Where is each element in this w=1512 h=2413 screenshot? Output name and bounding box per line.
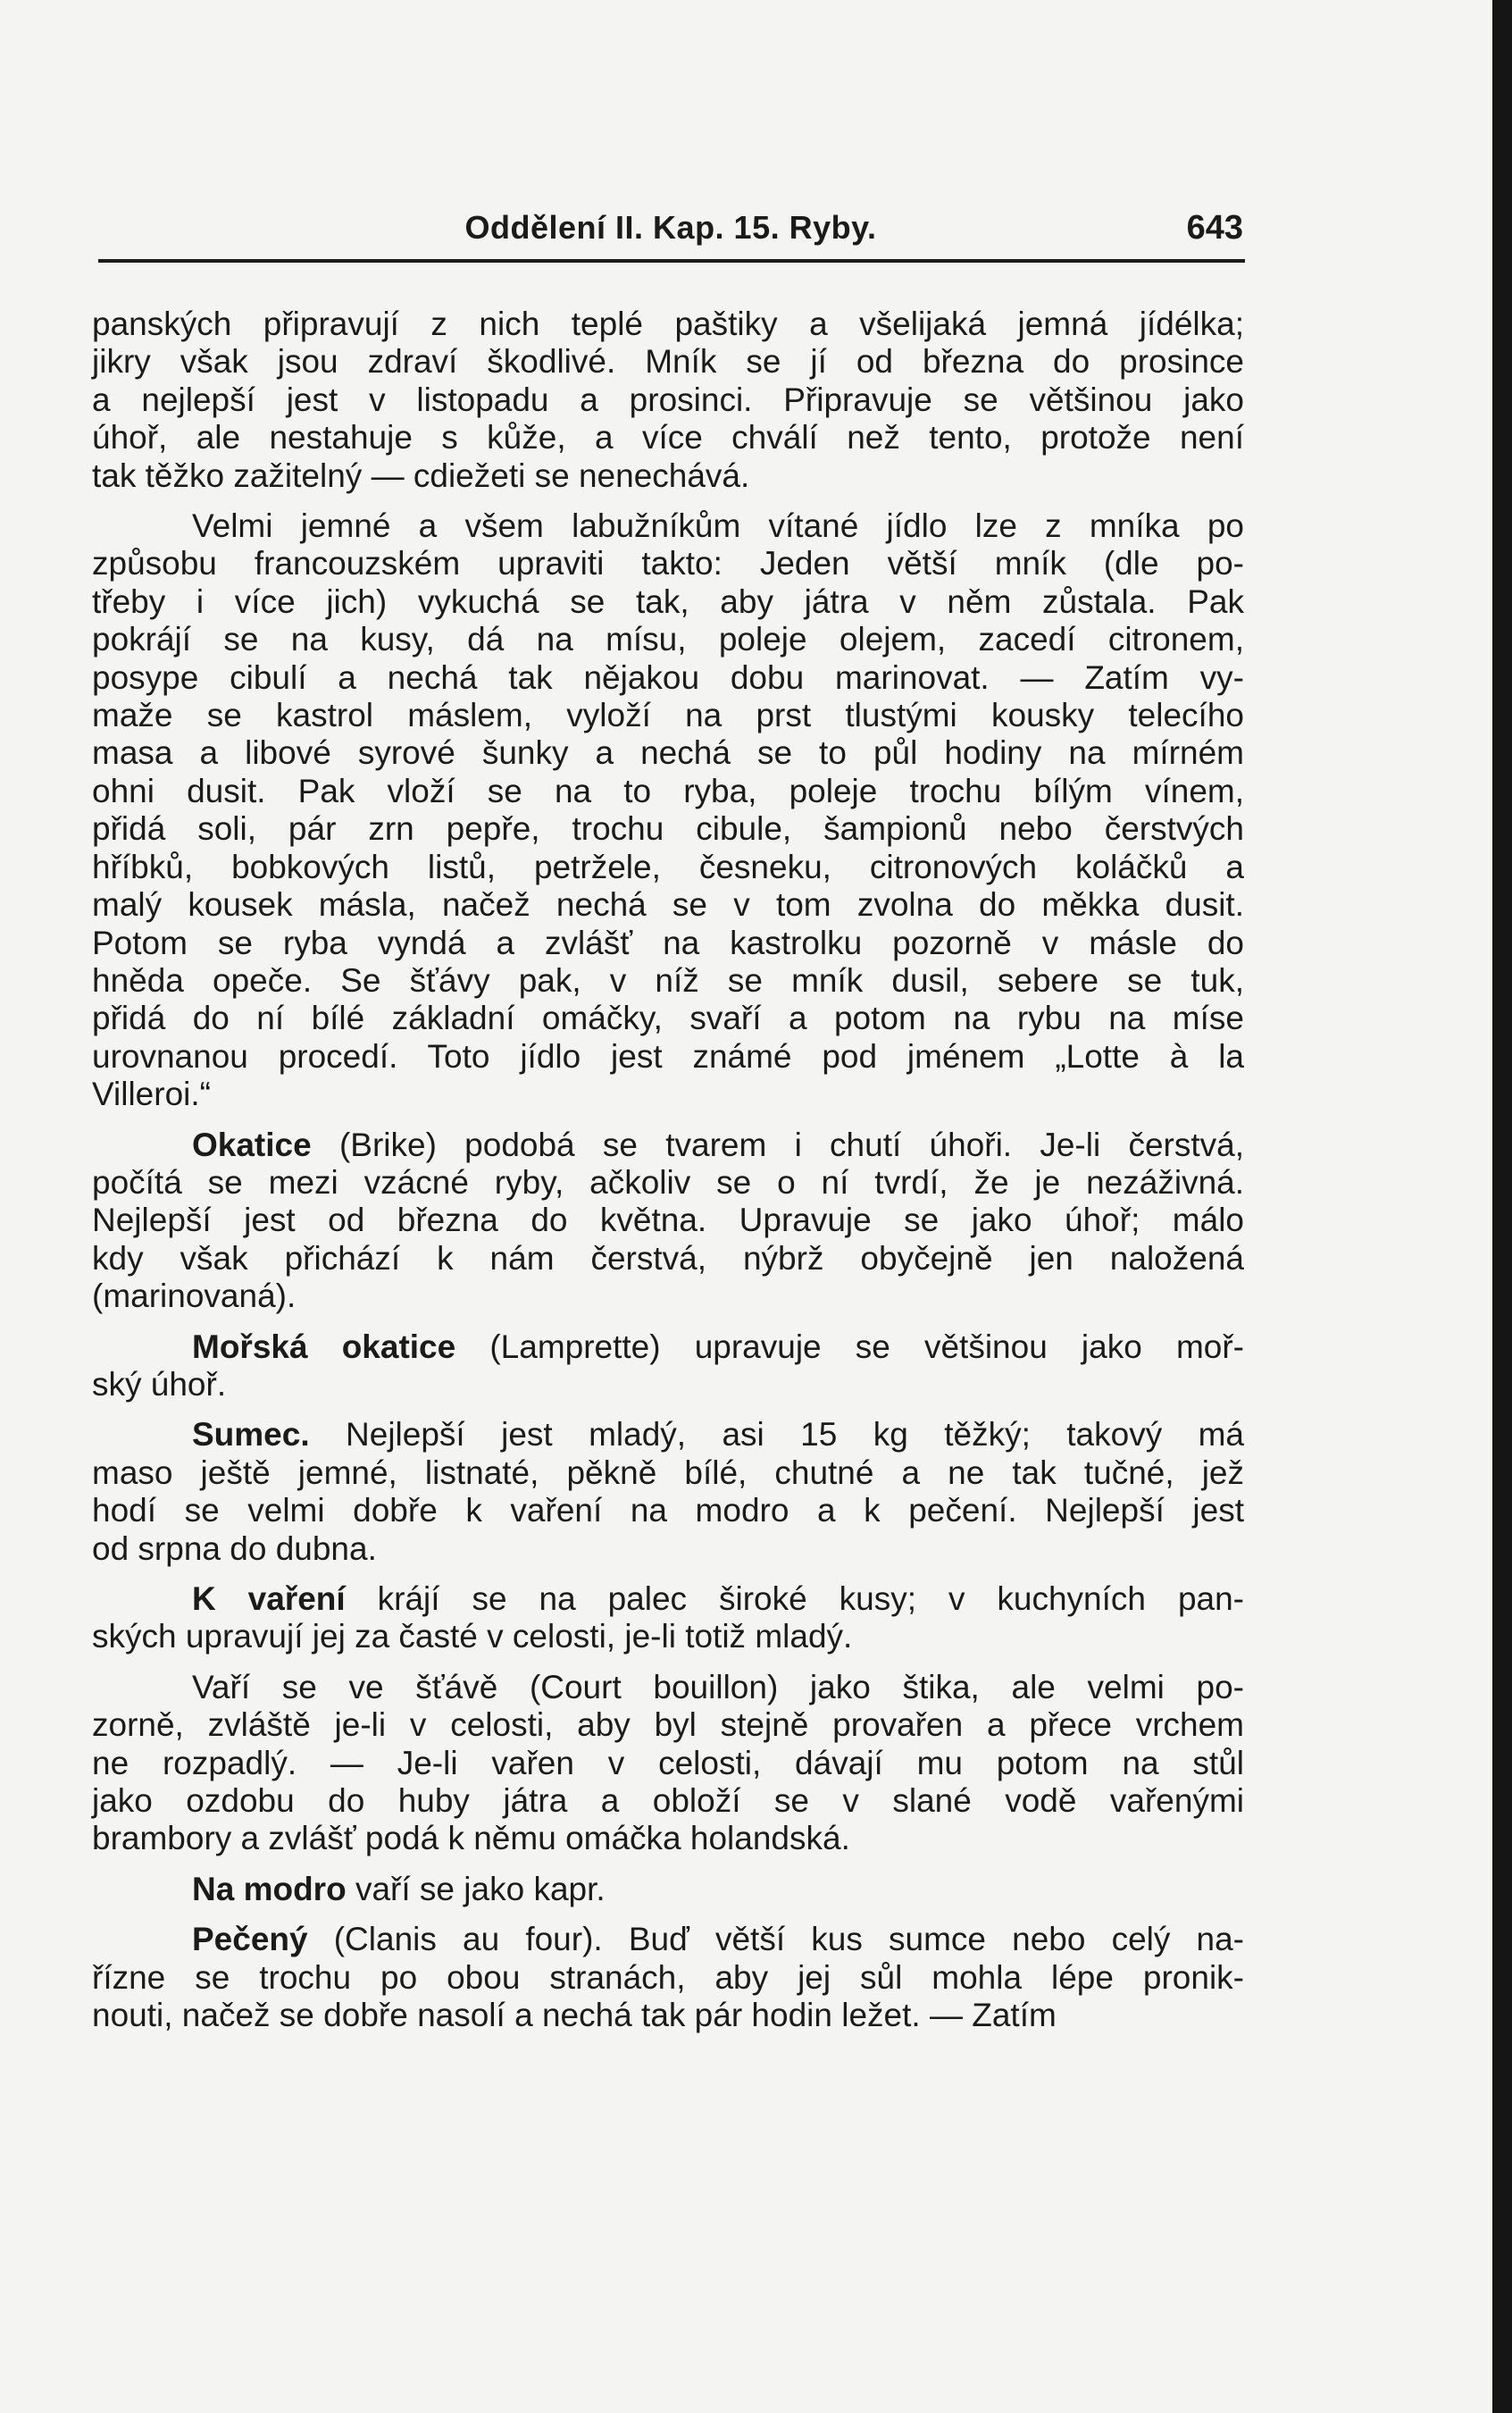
text-line: jako ozdobu do huby játra a obloží se v slané vodě vařenými bbox=[92, 1782, 1244, 1820]
text-line: (marinovaná). bbox=[92, 1278, 297, 1315]
entry-term: K vaření bbox=[192, 1580, 346, 1617]
text-line: Velmi jemné a všem labužníkům vítané jídlo lze z mníka po bbox=[192, 507, 1244, 545]
text-line: brambory a zvlášť podá k němu omáčka holandská. bbox=[92, 1820, 850, 1857]
text-line: Vaří se ve šťávě (Court bouillon) jako štika, ale velmi po- bbox=[192, 1668, 1244, 1705]
text-line: Villeroi.“ bbox=[92, 1076, 211, 1113]
entry-text: (Clanis au four). Buď větší kus sumce nebo celý na- bbox=[307, 1921, 1244, 1958]
entry-term: Pečený bbox=[192, 1921, 308, 1958]
paragraph-p4 bbox=[92, 1328, 1244, 1404]
text-line: urovnanou procedí. Toto jídlo jest známé pod jménem „Lotte à la bbox=[92, 1037, 1244, 1075]
text-line: řízne se trochu po obou stranách, aby jej sůl mohla lépe pronik- bbox=[92, 1958, 1244, 1996]
paragraph-p3 bbox=[92, 1127, 1244, 1316]
entry-text: (Lamprette) upravuje se většinou jako moř- bbox=[455, 1328, 1244, 1365]
entry-text: Nejlepší jest mladý, asi 15 kg těžký; takový má bbox=[309, 1416, 1244, 1454]
text-line: způsobu francouzském upraviti takto: Jeden větší mník (dle po- bbox=[92, 545, 1244, 582]
text-line: a nejlepší jest v listopadu a prosinci. Připravuje se většinou jako bbox=[92, 381, 1244, 418]
text-line: posype cibulí a nechá tak nějakou dobu marinovat. — Zatím vy- bbox=[92, 658, 1244, 696]
text-line: od srpna do dubna. bbox=[92, 1529, 377, 1567]
text-line: kdy však přichází k nám čerstvá, nýbrž obyčejně jen naložená bbox=[92, 1239, 1244, 1277]
text-line: počítá se mezi vzácné ryby, ačkoliv se o ní tvrdí, že je nezáživná. bbox=[92, 1163, 1244, 1201]
page-number: 643 bbox=[1186, 209, 1243, 247]
text-line: hříbků, bobkových listů, petržele, česneku, citronových koláčků a bbox=[92, 848, 1244, 885]
text-line: zorně, zvláště je-li v celosti, aby byl stejně provařen a přece vrchem bbox=[92, 1706, 1244, 1744]
text-line: Nejlepší jest od března do května. Upravuje se jako úhoř; málo bbox=[92, 1202, 1244, 1239]
text-line bbox=[92, 1127, 1244, 1164]
body-text bbox=[92, 306, 1244, 2034]
paragraph-p5 bbox=[92, 1416, 1244, 1568]
paragraph-p9 bbox=[92, 1921, 1244, 2034]
paragraph-p2 bbox=[92, 507, 1244, 1114]
text-line: pokrájí se na kusy, dá na mísu, poleje olejem, zacedí citronem, bbox=[92, 621, 1244, 658]
running-header bbox=[98, 209, 1243, 257]
paragraph-p1 bbox=[92, 306, 1244, 495]
text-line bbox=[92, 1328, 1244, 1366]
text-line: Potom se ryba vyndá a zvlášť na kastrolku pozorně v másle do bbox=[92, 924, 1244, 961]
text-line: nouti, načež se dobře nasolí a nechá tak pár hodin ležet. — Zatím bbox=[92, 1997, 1057, 2034]
entry-text: vaří se jako kapr. bbox=[346, 1870, 606, 1907]
entry-term: Mořská okatice bbox=[192, 1328, 456, 1365]
text-line: masa a libové syrové šunky a nechá se to půl hodiny na mírném bbox=[92, 734, 1244, 772]
header-rule bbox=[98, 259, 1245, 263]
entry-text: krájí se na palec široké kusy; v kuchyních pan- bbox=[345, 1580, 1244, 1617]
paragraph-p7 bbox=[92, 1669, 1244, 1858]
text-line: hodí se velmi dobře k vaření na modro a k pečení. Nejlepší jest bbox=[92, 1492, 1244, 1529]
text-line: úhoř, ale nestahuje s kůže, a více chválí než tento, protože není bbox=[92, 419, 1244, 457]
entry-term: Okatice bbox=[192, 1126, 312, 1163]
text-line bbox=[92, 1921, 1244, 1958]
text-line: ský úhoř. bbox=[92, 1365, 227, 1403]
entry-term: Na modro bbox=[192, 1870, 347, 1907]
paragraph-p8 bbox=[92, 1871, 1244, 1908]
text-line: maže se kastrol máslem, vyloží na prst tlustými kousky telecího bbox=[92, 697, 1244, 734]
text-line: přidá soli, pár zrn pepře, trochu cibule, šampionů nebo čerstvých bbox=[92, 810, 1244, 848]
text-line: ohni dusit. Pak vloží se na to ryba, poleje trochu bílým vínem, bbox=[92, 772, 1244, 809]
text-line: tak těžko zažitelný — cdiežeti se nenechává. bbox=[92, 457, 750, 494]
paragraph-p6 bbox=[92, 1580, 1244, 1656]
text-line: ských upravují jej za časté v celosti, je-li totiž mladý. bbox=[92, 1618, 853, 1655]
running-header-title: Oddělení II. Kap. 15. Ryby. bbox=[464, 209, 877, 246]
text-line bbox=[92, 1416, 1244, 1454]
text-line: panských připravují z nich teplé paštiky a všelijaká jemná jídélka; bbox=[92, 306, 1244, 342]
text-line: přidá do ní bílé základní omáčky, svaří a potom na rybu na míse bbox=[92, 1000, 1244, 1037]
text-line: maso ještě jemné, listnaté, pěkně bílé, chutné a ne tak tučné, jež bbox=[92, 1454, 1244, 1491]
text-line bbox=[92, 1871, 1244, 1908]
text-line: třeby i více jich) vykuchá se tak, aby játra v něm zůstala. Pak bbox=[92, 582, 1244, 620]
scan-edge bbox=[1492, 0, 1512, 2413]
text-line: jikry však jsou zdraví škodlivé. Mník se jí od března do prosince bbox=[92, 343, 1244, 381]
entry-text: (Brike) podobá se tvarem i chutí úhoři. Je-li čerstvá, bbox=[311, 1126, 1244, 1163]
text-line: malý kousek másla, načež nechá se v tom zvolna do měkka dusit. bbox=[92, 886, 1244, 924]
text-line: ne rozpadlý. — Je-li vařen v celosti, dávají mu potom na stůl bbox=[92, 1744, 1244, 1781]
text-line bbox=[92, 1580, 1244, 1618]
entry-term: Sumec. bbox=[192, 1416, 310, 1454]
text-line: hněda opeče. Se šťávy pak, v níž se mník dusil, sebere se tuk, bbox=[92, 961, 1244, 999]
